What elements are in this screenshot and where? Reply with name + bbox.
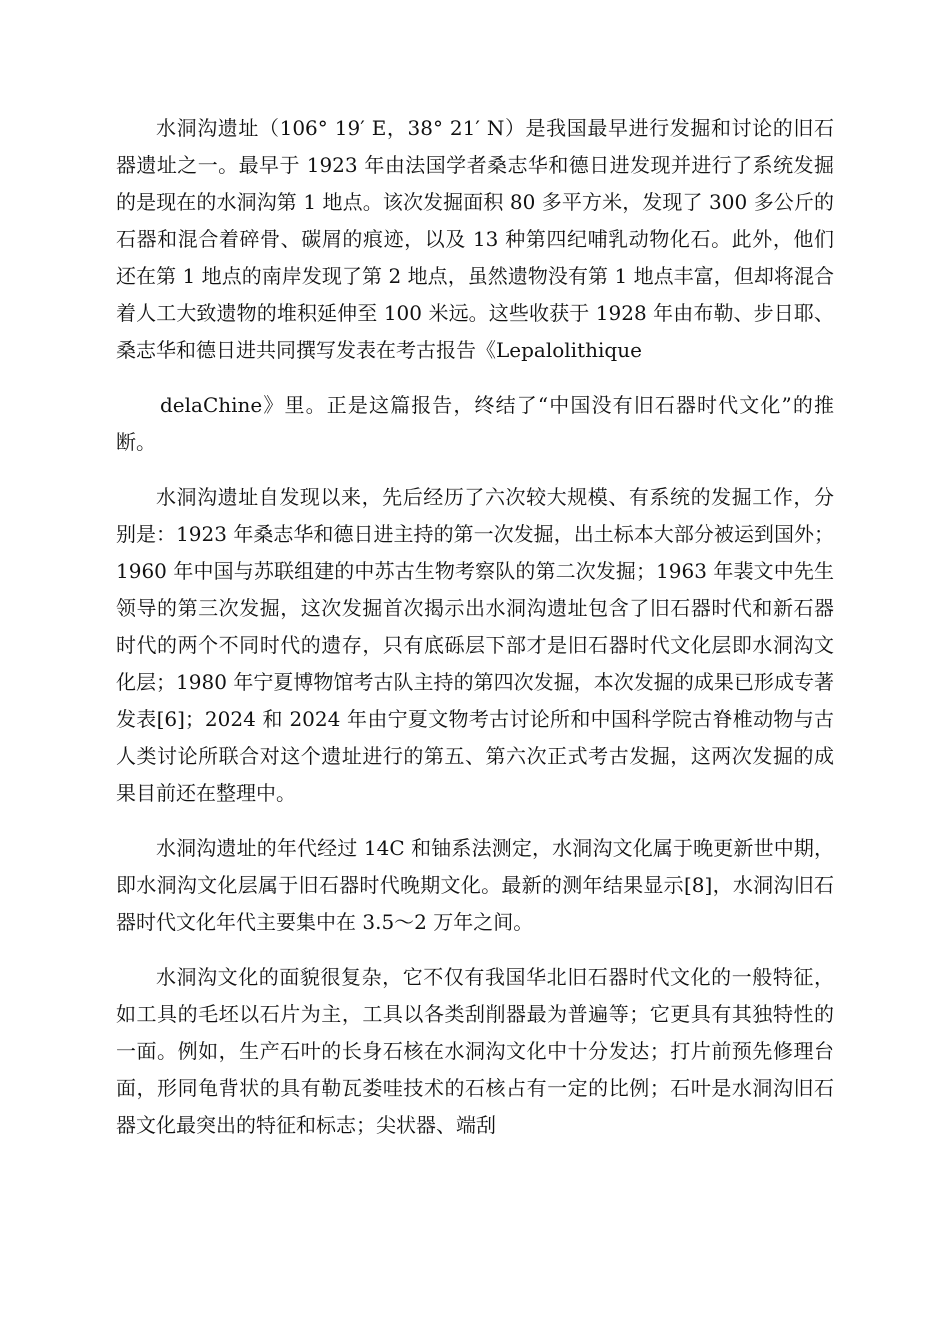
paragraph-culture: 水洞沟文化的面貌很复杂，它不仅有我国华北旧石器时代文化的一般特征，如工具的毛坯以石片为主，工具以各类刮削器最为普遍等；它更具有其独特性的一面。例如，生产石叶的长身石核在水洞沟文化中十分发达；打片前预先修理台面，形同龟背状的具有勒瓦娄哇技术的石核占有一定的比例；石叶是水洞沟旧石器文化最突出的特征和标志；尖状器、端刮 [116, 965, 834, 1137]
document-body [116, 110, 834, 1144]
paragraph-excavations: 水洞沟遗址自发现以来，先后经历了六次较大规模、有系统的发掘工作，分别是：1923 年桑志华和德日进主持的第一次发掘，出土标本大部分被运到国外；1960 年中国与苏联组建的中苏古生物考察队的第二次发掘；1963 年裴文中先生领导的第三次发掘，这次发掘首次揭示出水洞沟遗址包含了旧石器时代和新石器时代的两个不同时代的遗存，只有底砾层下部才是旧石器时代文化层即水洞沟文化层；1980 年宁夏博物馆考古队主持的第四次发掘，本次发掘的成果已形成专著发表[6]；2024 和 2024 年由宁夏文物考古讨论所和中国科学院古脊椎动物与古人类讨论所联合对这个遗址进行的第五、第六次正式考古发掘，这两次发掘的成果目前还在整理中。 [116, 485, 834, 805]
paragraph-report: delaChine》里。正是这篇报告，终结了“中国没有旧石器时代文化”的推断。 [116, 393, 834, 454]
paragraph-dating: 水洞沟遗址的年代经过 14C 和铀系法测定，水洞沟文化属于晚更新世中期，即水洞沟文化层属于旧石器时代晚期文化。最新的测年结果显示[8]，水洞沟旧石器时代文化年代主要集中在 3.5～2 万年之间。 [116, 836, 834, 934]
paragraph-discovery: 水洞沟遗址（106° 19′ E，38° 21′ N）是我国最早进行发掘和讨论的旧石器遗址之一。最早于 1923 年由法国学者桑志华和德日进发现并进行了系统发掘的是现在的水洞沟第 1 地点。该次发掘面积 80 多平方米，发现了 300 多公斤的石器和混合着碎骨、碳屑的痕迹，以及 13 种第四纪哺乳动物化石。此外，他们还在第 1 地点的南岸发现了第 2 地点，虽然遗物没有第 1 地点丰富，但却将混合着人工大致遗物的堆积延伸至 100 米远。这些收获于 1928 年由布勒、步日耶、桑志华和德日进共同撰写发表在考古报告《Lepalolithique [116, 116, 834, 362]
